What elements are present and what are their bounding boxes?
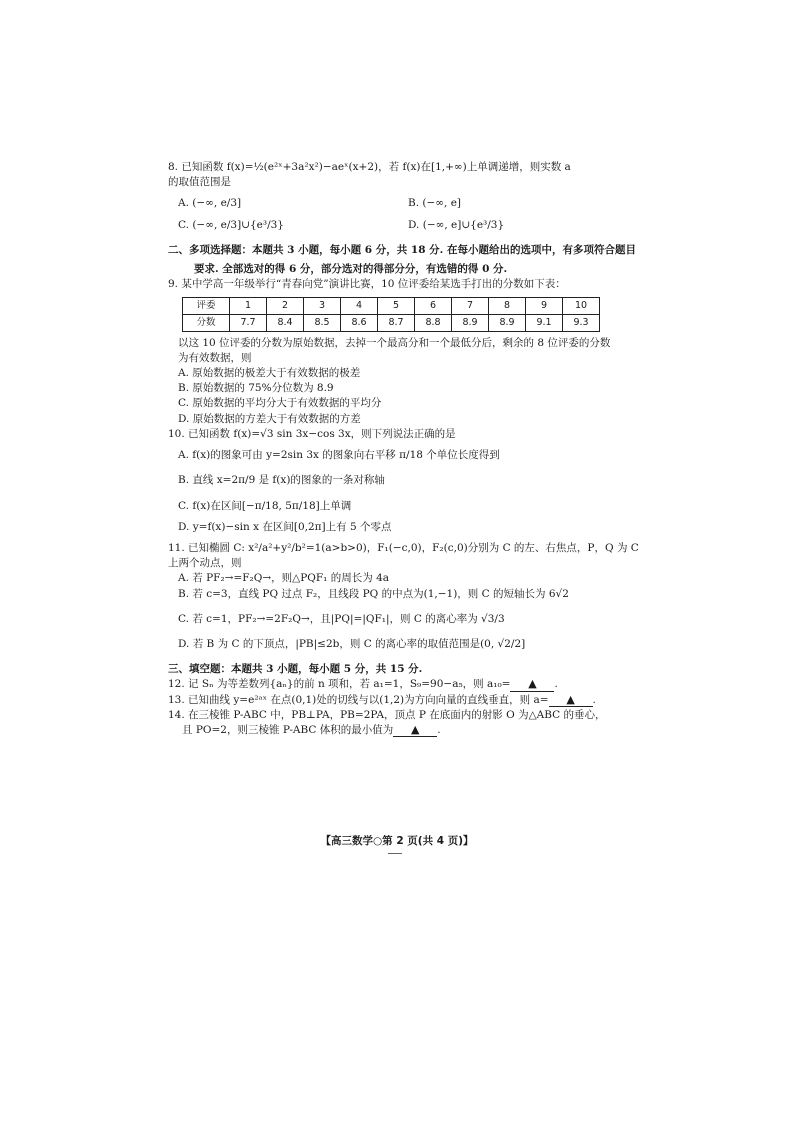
q9-table-row-judges [183,297,600,314]
q9-judge: 2 [267,297,304,314]
q14-answer-blank[interactable]: ▲ [393,724,437,737]
q9-option-d: D. 原始数据的方差大于有效数据的方差 [178,412,361,425]
q12-end: . [554,678,558,691]
q14-end: . [437,724,441,737]
q9-table-row-scores [183,314,600,331]
q10-option-b: B. 直线 x=2π/9 是 f(x)的图象的一条对称轴 [178,474,385,487]
q9-table-label-judges: 评委 [183,297,230,314]
q9-judge: 5 [378,297,415,314]
question-12 [168,677,638,692]
q9-score: 8.5 [304,314,341,331]
q10-option-d: D. y=f(x)−sin x 在区间[0,2π]上有 5 个零点 [178,520,392,533]
q9-table-label-scores: 分数 [183,314,230,331]
q11-option-b: B. 若 c=3，直线 PQ 过点 F₂，且线段 PQ 的中点为(1,−1)，则 C 的短轴长为 6√2 [178,587,569,600]
q10-option-c: C. f(x)在区间[−π/18, 5π/18]上单调 [178,499,352,512]
question-13 [168,693,638,708]
q11-option-a: A. 若 PF₂→=F₂Q→，则△PQF₁ 的周长为 4a [178,572,390,585]
q11-option-c: C. 若 c=1，PF₂→=2F₂Q→，且|PQ|=|QF₁|，则 C 的离心率为 √3/3 [178,612,505,625]
q14-stem-line2 [168,723,638,738]
q8-options-row2 [178,218,638,233]
q13-text: 13. 已知曲线 y=e²ᵃˣ 在点(0,1)处的切线与以(1,2)为方向向量的直线垂直，则 a= [168,693,549,706]
q9-context-line1: 以这 10 位评委的分数为原始数据，去掉一个最高分和一个最低分后，剩余的 8 位评委的分数 [178,336,611,349]
q8-options-row1 [178,196,638,211]
q8-stem-line2: 的取值范围是 [168,176,231,189]
q9-judge: 9 [526,297,563,314]
q10-stem: 10. 已知函数 f(x)=√3 sin 3x−cos 3x，则下列说法正确的是 [168,427,456,440]
q8-option-c: C. (−∞, e/3]∪{e³/3} [178,218,284,231]
q9-score: 8.8 [415,314,452,331]
section-2-title-line2: 要求. 全部选对的得 6 分，部分选对的得部分分，有选错的得 0 分. [194,263,508,276]
q9-judge: 10 [563,297,600,314]
q9-stem: 9. 某中学高一年级举行“青春向党”演讲比赛，10 位评委给某选手打出的分数如下表： [168,278,566,291]
q8-stem-line1: 8. 已知函数 f(x)=½(e²ˣ+3a²x²)−aeˣ(x+2)，若 f(x)在[1,+∞)上单调递增，则实数 a [168,161,571,173]
exam-content [168,160,638,738]
q9-score-table [182,297,600,332]
q9-score: 9.1 [526,314,563,331]
q11-stem-line1: 11. 已知椭圆 C: x²/a²+y²/b²=1(a>b>0)，F₁(−c,0)，F₂(c,0)分别为 C 的左、右焦点，P，Q 为 C [168,541,639,554]
q14-text: 且 PO=2，则三棱锥 P-ABC 体积的最小值为 [182,724,394,737]
q9-judge: 4 [341,297,378,314]
q9-score: 8.4 [267,314,304,331]
q9-context-line2: 为有效数据，则 [178,351,252,364]
q9-score: 8.6 [341,314,378,331]
q9-judge: 1 [230,297,267,314]
q9-score: 9.3 [563,314,600,331]
q9-judge: 8 [489,297,526,314]
q9-option-c: C. 原始数据的平均分大于有效数据的平均分 [178,397,382,410]
q9-judge: 3 [304,297,341,314]
section-2-title-line1: 二、多项选择题：本题共 3 小题，每小题 6 分，共 18 分. 在每小题给出的选项中，有多项符合题目 [168,243,636,256]
q8-option-b: B. (−∞, e] [408,197,462,210]
q12-answer-blank[interactable]: ▲ [510,678,554,691]
q12-text: 12. 记 Sₙ 为等差数列{aₙ}的前 n 项和，若 a₁=1，S₉=90−a₅，则 a₁₀= [168,678,511,691]
q9-judge: 6 [415,297,452,314]
q9-score: 8.9 [452,314,489,331]
q8-option-a: A. (−∞, e/3] [178,197,242,210]
q11-option-d: D. 若 B 为 C 的下顶点，|PB|≤2b，则 C 的离心率的取值范围是(0, √2/2] [178,638,526,651]
q8-option-d: D. (−∞, e]∪{e³/3} [408,218,505,231]
q14-stem-line1: 14. 在三棱锥 P-ABC 中，PB⊥PA，PB=2PA，顶点 P 在底面内的射影 O 为△ABC 的垂心， [168,708,606,721]
question-10 [168,427,638,535]
q9-judge: 7 [452,297,489,314]
q9-option-a: A. 原始数据的极差大于有效数据的极差 [178,366,361,379]
page-footer: 【高三数学○第 2 页(共 4 页)】 [320,835,474,847]
scan-mark [388,853,402,854]
section-3-title: 三、填空题：本题共 3 小题，每小题 5 分，共 15 分. [168,663,423,676]
question-11 [168,541,638,652]
q13-answer-blank[interactable]: ▲ [549,694,593,707]
q10-option-a: A. f(x)的图象可由 y=2sin 3x 的图象向右平移 π/18 个单位长度得到 [178,449,500,462]
q13-end: . [592,693,596,706]
q9-score: 8.7 [378,314,415,331]
question-8 [168,160,638,233]
q9-score: 8.9 [489,314,526,331]
question-9 [168,277,638,427]
q9-option-b: B. 原始数据的 75%分位数为 8.9 [178,382,334,395]
q9-score: 7.7 [230,314,267,331]
question-14 [168,708,638,738]
q11-stem-line2: 上两个动点，则 [168,557,242,570]
